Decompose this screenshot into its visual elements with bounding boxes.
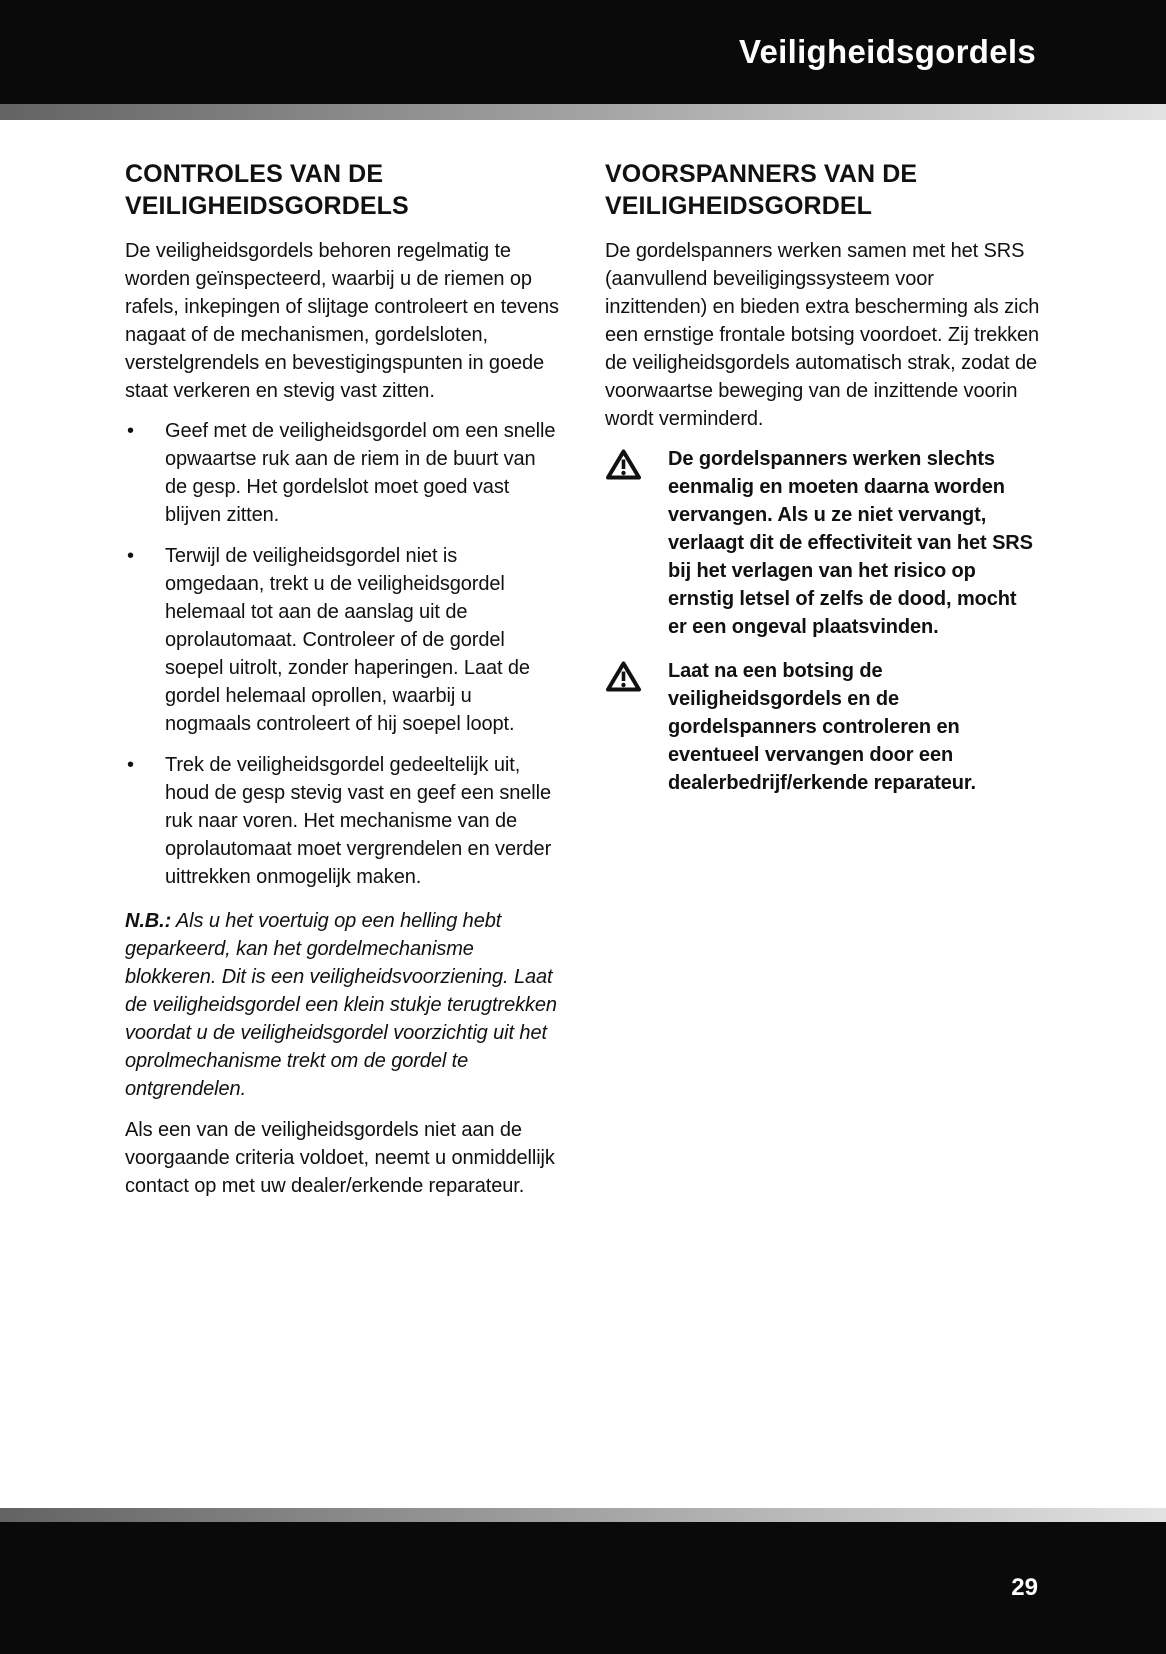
list-item: • Trek de veiligheidsgordel gedeeltelijk uit, houd de gesp stevig vast en geef een snelle ruk naar voren. Het mechanisme van de oprolautomaat moet vergrendelen en verder uittrekken onmogelijk maken.: [125, 751, 560, 891]
note-label: N.B.:: [125, 910, 172, 932]
left-column: [125, 158, 560, 1508]
page-content: [0, 120, 1166, 1508]
note-paragraph: [125, 907, 560, 1103]
right-column: [605, 158, 1040, 1508]
list-item: • Geef met de veiligheidsgordel om een snelle opwaartse ruk aan de riem in de buurt van de gesp. Het gordelslot moet goed vast blijven zitten.: [125, 417, 560, 529]
warning-block: [605, 445, 1040, 641]
belt-checks-list: [125, 417, 560, 891]
page-number: 29: [1011, 1574, 1038, 1601]
header-gradient-strip: [0, 104, 1166, 120]
header-bar: [0, 0, 1166, 104]
belt-checks-closing-paragraph: Als een van de veiligheidsgordels niet aan de voorgaande criteria voldoet, neemt u onmiddellijk contact op met uw dealer/erkende reparateur.: [125, 1119, 555, 1197]
warning-text: Laat na een botsing de veiligheidsgordels en de gordelspanners controleren en eventueel vervangen door een dealerbedrijf/erkende reparateur.: [668, 660, 976, 794]
note-text: Als u het voertuig op een helling hebt geparkeerd, kan het gordelmechanisme blokkeren. Dit is een veiligheidsvoorziening. Laat de veiligheidsgordel een klein stukje terugtrekken voordat u de veiligheidsgordel voorzichtig uit het oprolmechanisme trekt om de gordel te ontgrendelen.: [125, 910, 557, 1100]
footer-bar: [0, 1522, 1166, 1654]
warning-triangle-icon: [605, 445, 668, 486]
pretensioners-intro-paragraph: De gordelspanners werken samen met het SRS (aanvullend beveiligingssysteem voor inzittenden) en bieden extra bescherming als zich een ernstige frontale botsing voordoet. Zij trekken de veiligheidsgordels automatisch strak, zodat de voorwaartse beweging van de inzittende voorin wordt verminderd.: [605, 240, 1040, 430]
section-heading-belt-checks: CONTROLES VAN DE VEILIGHEIDSGORDELS: [125, 160, 409, 220]
warning-text: De gordelspanners werken slechts eenmalig en moeten daarna worden vervangen. Als u ze niet vervangt, verlaagt dit de effectiviteit van het SRS bij het verlagen van het risico op ernstig letsel of zelfs de dood, mocht er een ongeval plaatsvinden.: [668, 448, 1033, 638]
page-header-title: Veiligheidsgordels: [739, 33, 1036, 70]
footer-gradient-strip: [0, 1508, 1166, 1522]
section-heading-pretensioners: VOORSPANNERS VAN DE VEILIGHEIDSGORDEL: [605, 160, 918, 220]
warning-block: [605, 657, 1040, 797]
belt-checks-intro-paragraph: De veiligheidsgordels behoren regelmatig te worden geïnspecteerd, waarbij u de riemen op rafels, inkepingen of slijtage controleert en tevens nagaat of de mechanismen, gordelsloten, verstelgrendels en bevestigingspunten in goede staat verkeren en stevig vast zitten.: [125, 240, 559, 402]
list-item: • Terwijl de veiligheidsgordel niet is omgedaan, trekt u de veiligheidsgordel helemaal tot aan de aanslag uit de oprolautomaat. Controleer of de gordel soepel uitrolt, zonder haperingen. Laat de gordel helemaal oprollen, waarbij u nogmaals controleert of hij soepel loopt.: [125, 542, 560, 738]
warning-triangle-icon: [605, 657, 668, 698]
